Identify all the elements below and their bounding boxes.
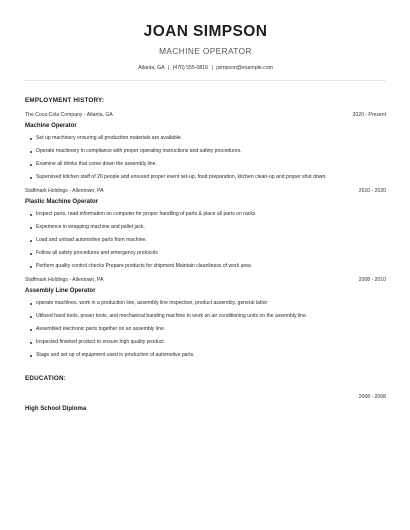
job-duties-list bbox=[25, 211, 386, 270]
contact-separator: | bbox=[211, 65, 213, 71]
job-entry bbox=[25, 112, 386, 181]
employment-section-title: EMPLOYMENT HISTORY: bbox=[25, 97, 105, 104]
job-company: The Coca-Cola Company - Atlanta, GA bbox=[25, 112, 113, 118]
list-item: Utilized hand tools, power tools, and mechanical banding machine to work on air conditioning units on the assembly line. bbox=[30, 313, 386, 320]
job-entry bbox=[25, 277, 386, 359]
job-company: Staffmark Holdings - Allentown, PA bbox=[25, 188, 104, 194]
education-section-title: EDUCATION: bbox=[25, 375, 67, 382]
list-item: Inspected finished product to ensure high quality product. bbox=[30, 339, 386, 346]
list-item: Operate machinery in compliance with proper operating instructions and safety procedures. bbox=[30, 148, 386, 155]
list-item: Assembled electronic parts together on an assembly line. bbox=[30, 326, 386, 333]
job-entry bbox=[25, 188, 386, 270]
education-degree: High School Diploma bbox=[25, 405, 87, 412]
job-dates: 2020 - Present bbox=[352, 112, 386, 118]
education-entry bbox=[25, 394, 386, 415]
candidate-role: MACHINE OPERATOR bbox=[159, 46, 252, 56]
job-position: Plastic Machine Operator bbox=[25, 198, 99, 205]
contact-separator: | bbox=[167, 65, 170, 71]
job-dates: 2010 - 2020 bbox=[358, 188, 386, 194]
list-item: Supervised kitchen staff of 20 people and ensured proper event set-up, food preparation, kitchen clean-up and proper shut down. bbox=[30, 174, 386, 181]
list-item: Load and unload automotive parts from machine. bbox=[30, 237, 386, 244]
job-company: Staffmark Holdings - Allentown, PA bbox=[25, 277, 104, 283]
job-header bbox=[25, 112, 386, 119]
contact-phone: (470) 555-0816 bbox=[172, 65, 209, 71]
contact-location: Atlanta, GA bbox=[138, 65, 165, 71]
contact-line bbox=[25, 65, 386, 72]
job-header bbox=[25, 277, 386, 284]
job-position: Machine Operator bbox=[25, 122, 77, 129]
job-dates: 2008 - 2010 bbox=[358, 277, 386, 283]
list-item: Perform quality control checks Prepare products for shipment Maintain cleanliness of work area bbox=[30, 263, 386, 270]
list-item: Examine all drinks that come down the assembly line. bbox=[30, 161, 386, 168]
job-header bbox=[25, 188, 386, 195]
job-duties-list bbox=[25, 135, 386, 181]
header-divider bbox=[25, 80, 386, 81]
job-position: Assembly Line Operator bbox=[25, 287, 96, 294]
list-item: Follow all safety procedures and emergency protocols bbox=[30, 250, 386, 257]
list-item: Set up machinery ensuring all production materials are available. bbox=[30, 135, 386, 142]
candidate-name: JOAN SIMPSON bbox=[143, 23, 268, 40]
list-item: Inspect parts, read information on computer for proper handling of parts & place all parts on racks bbox=[30, 211, 386, 218]
list-item: operate machines, work in a production line, assembly line inspection, product assembly, general labor bbox=[30, 300, 386, 307]
education-dates: 2008 - 2008 bbox=[358, 394, 386, 400]
list-item: Experience in wrapping machine and pallet jack. bbox=[30, 224, 386, 231]
contact-email[interactable]: jsimpson@example.com bbox=[216, 65, 273, 71]
list-item: Stage and set up of equipment used in production of automotive parts. bbox=[30, 352, 386, 359]
job-duties-list bbox=[25, 300, 386, 359]
